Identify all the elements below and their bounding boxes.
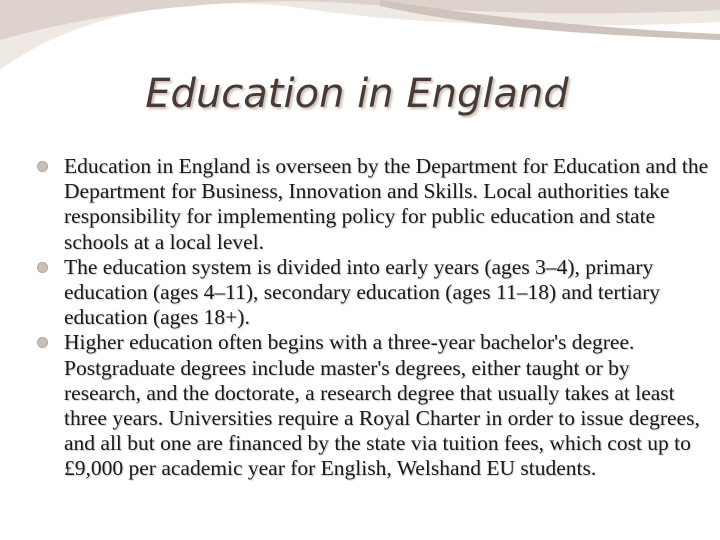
bullet-list xyxy=(28,154,712,482)
slide-title: Education in England xyxy=(145,71,569,117)
bullet-dot-icon xyxy=(37,161,48,172)
bullet-text: Higher education often begins with a three-year bachelor's degree. Postgraduate degrees include master's degrees, either taught or by research, and the doctorate, a research degree that usually takes at least three years. Universities require a Royal Charter in order to issue degrees, and all but one are financed by the state via tuition fees, which cost up to £9,000 per academic year for English, Welshand EU students. xyxy=(64,330,700,481)
bullet-text: Education in England is overseen by the Department for Education and the Department for Business, Innovation and Skills. Local authorities take responsibility for implementing policy for public education and state schools at a local level. xyxy=(64,154,709,254)
bullet-item xyxy=(28,154,712,255)
bullet-dot-icon xyxy=(37,262,48,273)
bullet-item xyxy=(28,255,712,331)
bullet-dot-icon xyxy=(37,337,48,348)
bullet-item xyxy=(28,330,712,481)
bullet-text: The education system is divided into early years (ages 3–4), primary education (ages 4–11), secondary education (ages 11–18) and tertiary education (ages 18+). xyxy=(64,254,660,330)
